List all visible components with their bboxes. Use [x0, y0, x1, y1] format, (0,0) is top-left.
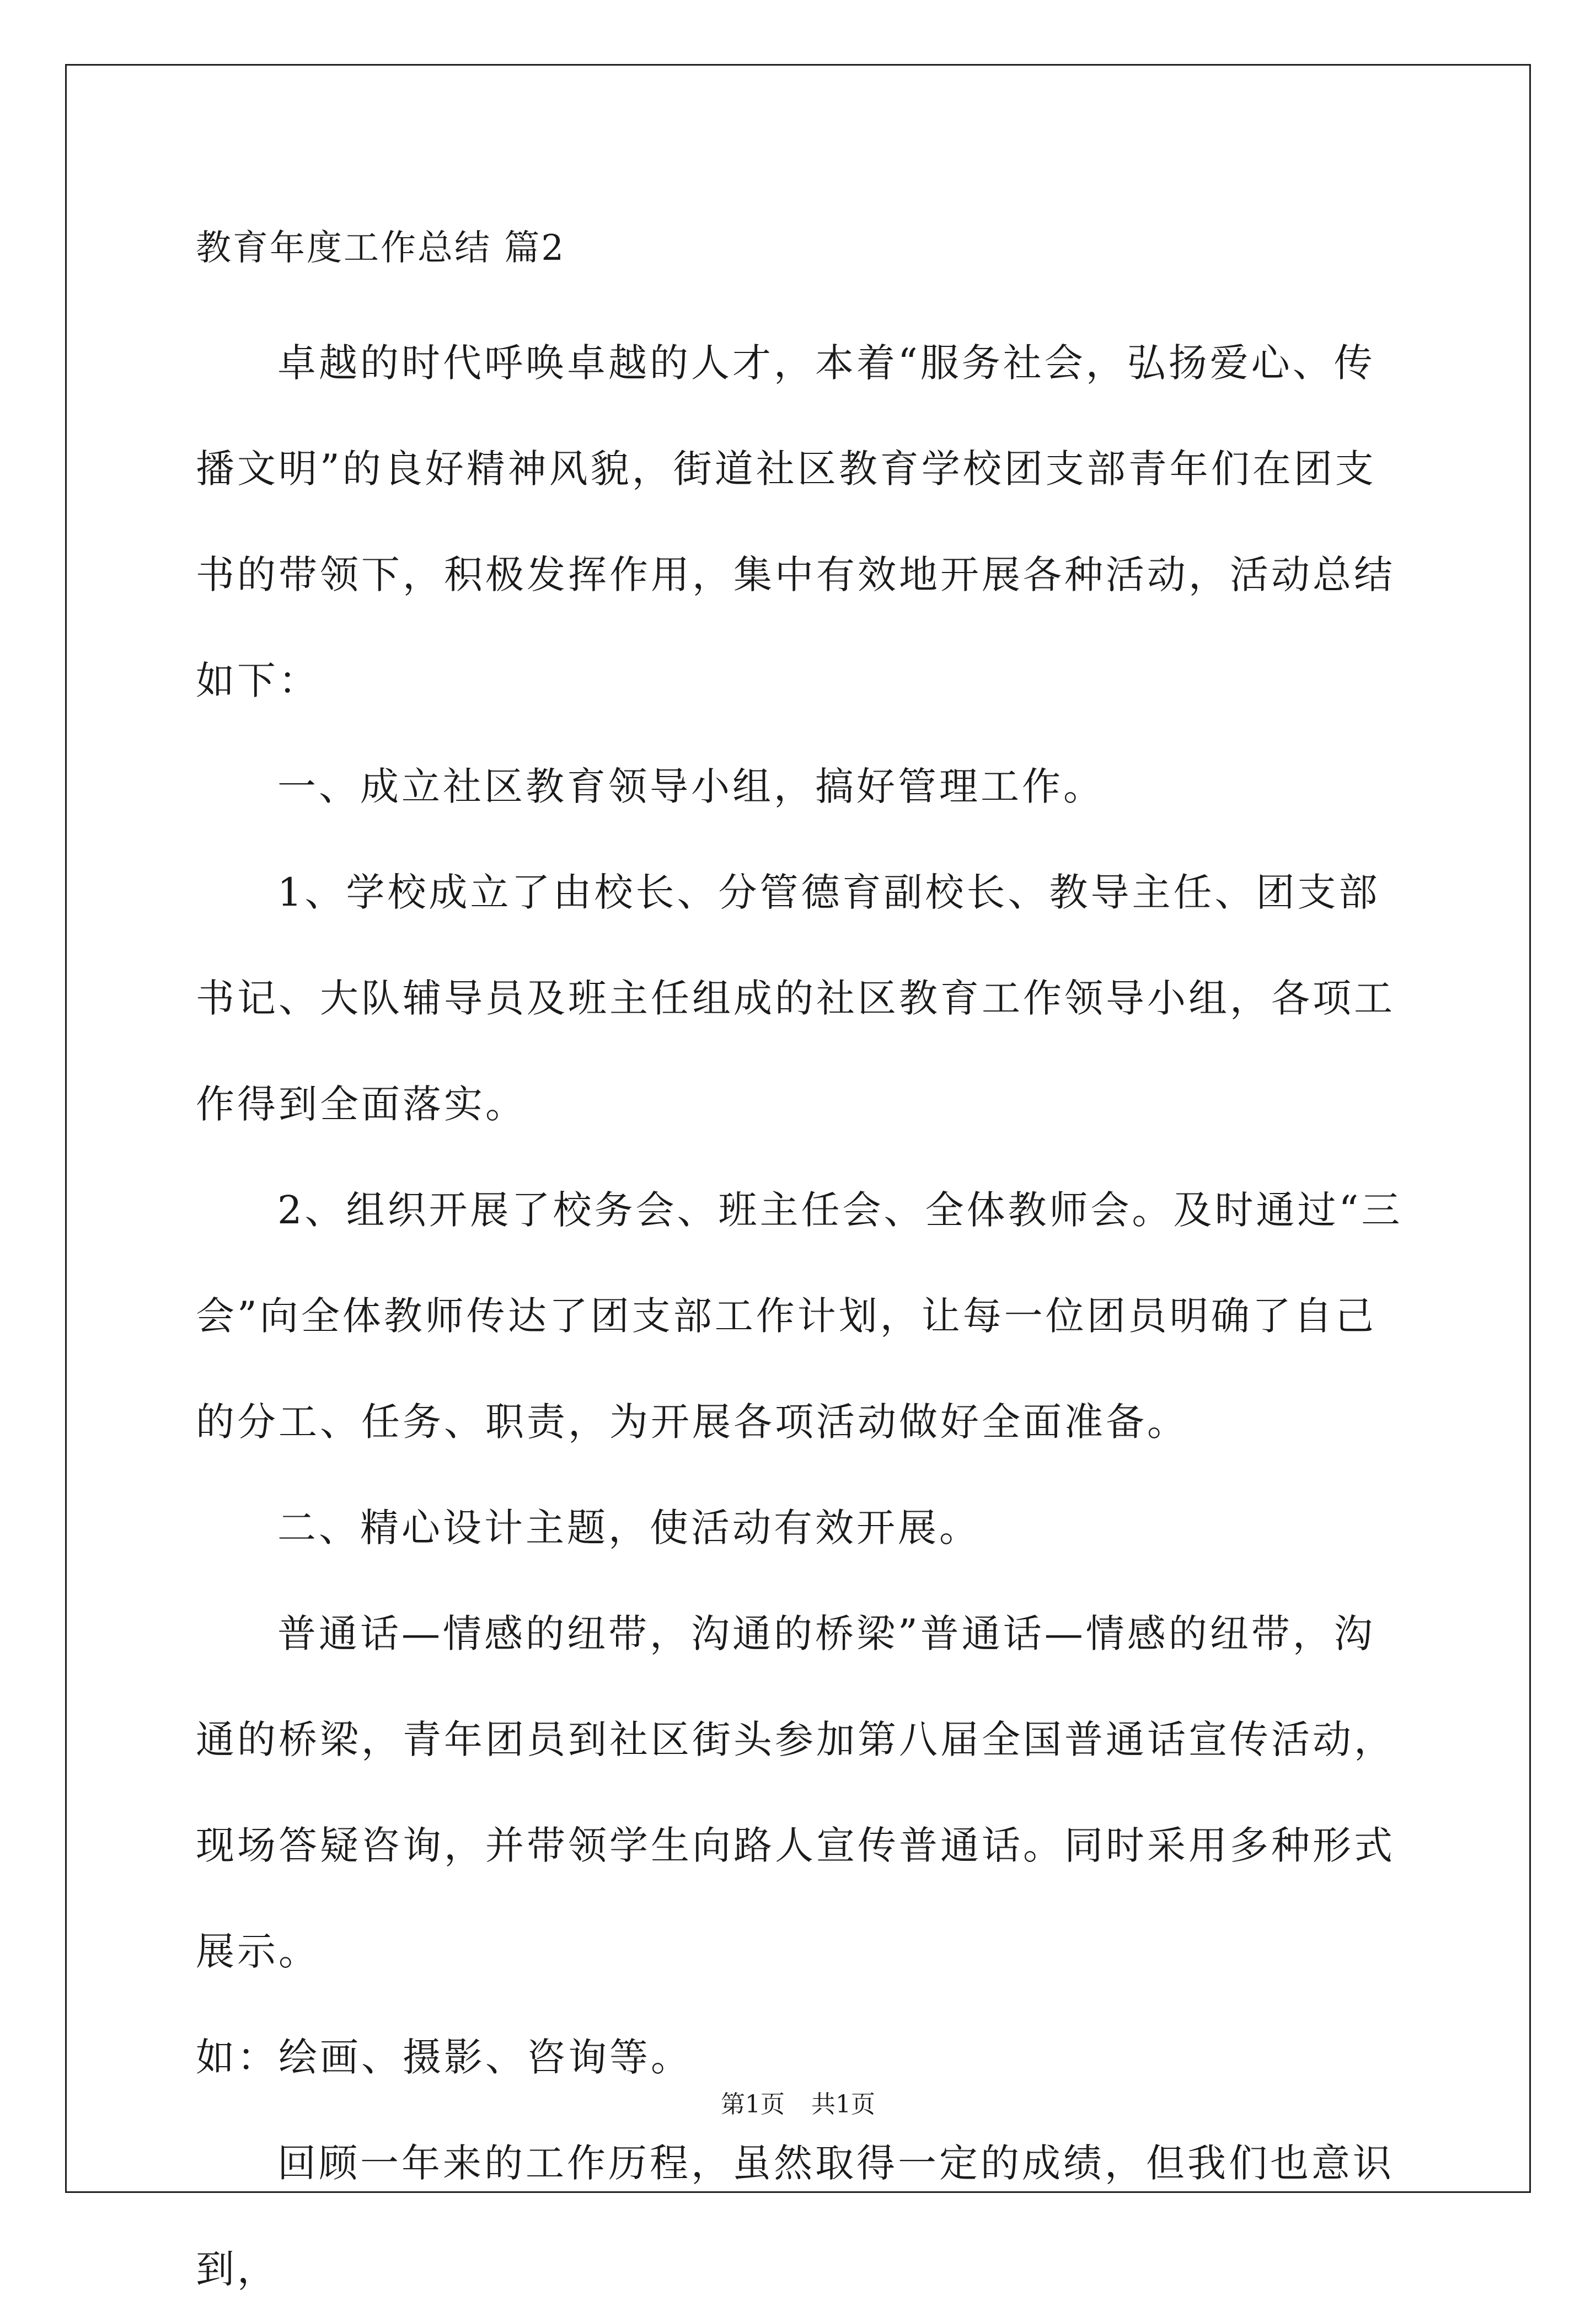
paragraph-putonghua: 普通话—情感的纽带，沟通的桥梁”普通话—情感的纽带，沟通的桥梁，青年团员到社区街头参加第八届全国普通话宣传活动，现场答疑咨询，并带领学生向路人宣传普通话。同时采用多种形式展示。: [196, 1611, 1395, 1974]
section-heading-1: 一、成立社区教育领导小组，搞好管理工作。: [277, 764, 1105, 809]
page-footer: [0, 2088, 1596, 2121]
page-number: 第1页: [721, 2090, 785, 2118]
paragraph-review: 回顾一年来的工作历程，虽然取得一定的成绩，但我们也意识到，: [196, 2141, 1394, 2292]
paragraph-item-2: 2、组织开展了校务会、班主任会、全体教师会。及时通过“三会”向全体教师传达了团支部工作计划，让每一位团员明确了自己的分工、任务、职责，为开展各项活动做好全面准备。: [196, 1187, 1403, 1444]
paragraph-item-1: 1、学校成立了由校长、分管德育副校长、教导主任、团支部书记、大队辅导员及班主任组成的社区教育工作领导小组，各项工作得到全面落实。: [196, 870, 1395, 1127]
document-title: 教育年度工作总结 篇2: [196, 228, 566, 269]
paragraph-examples: 如：绘画、摄影、咨询等。: [196, 2035, 692, 2080]
page-total: 共1页: [811, 2090, 875, 2118]
document-body: [196, 215, 1409, 2322]
section-heading-2: 二、精心设计主题，使活动有效开展。: [277, 1505, 981, 1550]
paragraph-intro: 卓越的时代呼唤卓越的人才，本着“服务社会，弘扬爱心、传播文明”的良好精神风貌，街道社区教育学校团支部青年们在团支书的带领下，积极发挥作用，集中有效地开展各种活动，活动总结如下：: [196, 340, 1395, 703]
